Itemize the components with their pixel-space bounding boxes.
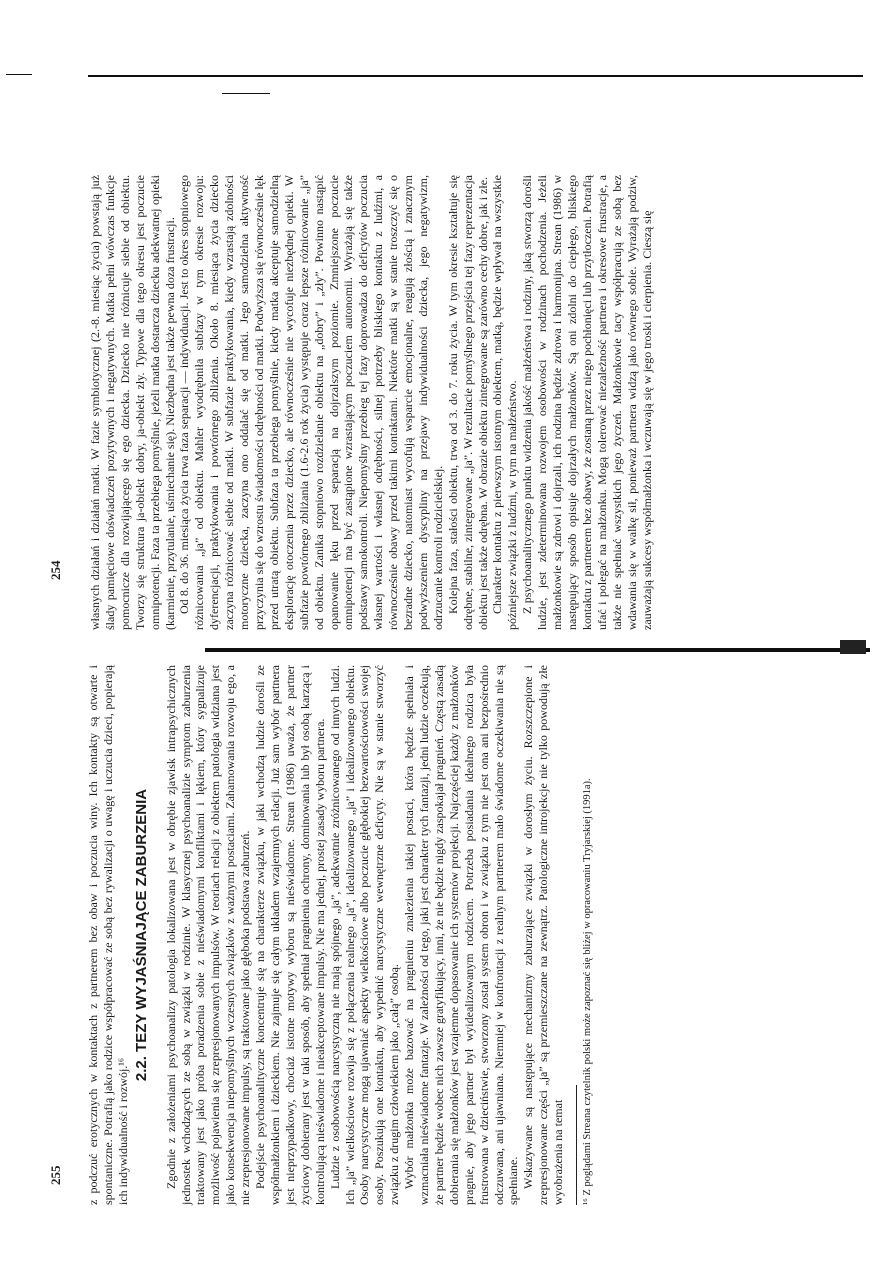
footnote-rule [576,1085,577,1205]
left-page [88,175,838,630]
right-paragraph: Wybór małżonka może bazować na pragnieniu znalezienia takiej postaci, która będzie spełniała i wzmacniała nieświadome fantazje. W zależności od tego, jaki jest charakter tych fantazji, jedni ludzie oczekują, że partner będzie wobec nich zawsze gratyfikujący, inni, że nie będzie nigdy zaspokajał pragnień. Częstą zasadą dobierania się małżonków jest wzajemne dopasowanie ich systemów projekcji. Najczęściej każdy z małżonków pragnie, aby jego partner był wyidealizowanym rodzicem. Potrzeba posiadania idealnego rodzica była frustrowana w dzieciństwie, stworzony został system obron i w związku z tym nie jest ona ani bezpośrednio odczuwana, ani ujawniana. Niemniej w konfrontacji z realnym partnerem mało świadome oczekiwania nie są spełniane. [402,665,521,1205]
right-paragraph: Wskazywane są następujące mechanizmy zaburzające związki w dorosłym życiu. Rozszczepione i zrepresjonowane części „ja” są przemieszczane na zewnątrz. Patologiczne introjekcje nie tylko powodują złe wyobrażenia na temat [521,665,566,1205]
left-page-body [88,175,654,630]
left-paragraph: Charakter kontaktu z pierwszym istotnym obiektem, matką, będzie wpływał na wszystkie późniejsze związki z ludźmi, w tym na małżeństwo. [490,175,520,630]
right-paragraph: Podejście psychoanalityczne koncentruje się na charakterze związku, w jaki wchodzą ludzie dorośli ze współmałżonkiem i dzieckiem. Nie zajmuje się całym układem wzajemnych relacji. Już sam wybór partnera jest nieprzypadkowy, chociaż istotne motywy wyboru są nieświadome. Strean (1986) uważa, że partner życiowy dobierany jest w taki sposób, aby spełniał pragnienia ochrony, dominowania lub był osobą karzącą i kontrolującą nieświadome i nieakceptowane impulsy. Nie ma jednej, prostej zasady wyboru partnera. [253,665,327,1205]
left-paragraph: Kolejna faza, stałości obiektu, trwa od 3. do 7. roku życia. W tym okresie kształtuje się odrębne, stabilne, zintegrowane „ja”. W rezultacie pomyślnego przejścia tej fazy reprezentacja obiektu jest także odrębna. W obrazie obiektu zintegrowane są zarówno cechy dobre, jak i złe. [445,175,490,630]
section-heading: 2.2. TEZY WYJAŚNIAJĄCE ZABURZENIA [132,788,150,1082]
top-rule [88,75,863,77]
right-page-body [86,665,594,1205]
left-paragraph: własnych działań i działań matki. W fazie symbiotycznej (2.-8. miesiąc życia) powstają już ślady pamięciowe doświadczeń pozytywnych i negatywnych. Matka pełni wówczas funkcje pomocnicze dla rozwijającego się ego dziecka. Dziecko nie różnicuje siebie od obiektu. Tworzy się struktura ja-obiekt dobry, ja-obiekt zły. Typowe dla tego okresu jest poczucie omnipotencji. Faza ta przebiega pomyślnie, jeżeli matka dostarcza dziecku adekwatnej opieki (karmienie, przytulanie, uśmiechanie się). Niezbędna jest także pewna doza frustracji. [88,175,177,630]
right-intro-paragraph: z podczuć erotycznych w kontaktach z partnerem bez obaw i poczucia winy. Ich kontakty są otwarte i spontaniczne. Potrafią jako rodzice współpracować ze sobą bez rywalizacji o uwagę i uczucia dzieci, popierają ich indywidualność i rozwój.¹⁶ [86,665,130,1205]
top-rule-left [6,74,32,75]
left-page-number: 254 [48,560,63,580]
right-page-number: 255 [48,1165,63,1185]
left-paragraph: Z psychoanalitycznego punktu widzenia jakość małżeństwa i rodziny, jaką stworzą dorośli ludzie, jest zdeterminowana rozwojem osobowości w rodzinach pochodzenia. Jeżeli małżonkowie są zdrowi i dojrzali, ich rodzina będzie zdrowa i harmonijna. Strean (1986) w następujący sposób opisuje dojrzałych małżonków. Są oni zdolni do ciepłego, bliskiego kontaktu z partnerem bez obawy, że zostaną przez niego pochłonięci lub przytłoczeni. Potrafią ufać i polegać na małżonku. Mogą tolerować niezależność partnera i okresowe frustracje, a także nie spełniać wszystkich jego życzeń. Małżonkowie tacy współpracują ze sobą bez wdawania się w walkę sił, ponieważ partnera widzą jako równego sobie. Wyrażają podziw, zauważają sukcesy współmałżonka i wczuwają się w jego troski i cierpienia. Cieszą się [520,175,654,630]
footnote: ¹⁶ Z poglądami Streana czytelnik polski może zapoznać się bliżej w opracowaniu Tryjarskiej (1991a). [582,778,594,1205]
right-page [86,665,836,1205]
left-paragraph: Od 8. do 36. miesiąca życia trwa faza separacji — indywiduacji. Jest to okres stopniowego różnicowania „ja” od obiektu. Mahler wyodrębniła subfazy w tym okresie rozwoju: dyferencjacji, praktykowania i powtórnego zbliżenia. Około 8. miesiąca życia dziecko zaczyna różnicować siebie od matki. W subfazie praktykowania, kiedy wzrastają zdolności motoryczne dziecka, zaczyna ono oddalać się od matki. Jego samodzielna aktywność przyczynia się do wzrostu świadomości odrębności od matki. Podwyższa się równocześnie lęk przed utratą obiektu. Subfaza ta przebiega pomyślnie, kiedy matka akceptuje samodzielną eksplorację otoczenia przez dziecko, ale równocześnie nie wycofuje niezbędnej opieki. W subfazie powtórnego zbliżania (1.6-2.6 rok życia) występuje coraz lepsze różnicowanie „ja” od obiektu. Zanika stopniowo rozdzielanie obiektu na „dobry” i „zły”. Powinno nastąpić opanowanie lęku przed separacją na dojrzalszym poziomie. Zmniejszone poczucie omnipotencji ma być zastąpione wzrastającym poczuciem autonomii. Wyrażają się także podstawy samokontroli. Niepomyślny przebieg tej fazy doprowadza do deficytów poczucia własnej wartości i własnej odrębności, silnej potrzeby bliskiego kontaktu z ludźmi, a równocześnie obawy przed takimi kontaktami. Niektóre matki są w stanie troszczyć się o bezradne dziecko, natomiast wycofują wsparcie emocjonalne, reagują złością i znacznym podwyższeniem dyscypliny na przejawy indywidualności dziecka, jego negatywizm, odrzucanie kontroli rodzicielskiej. [177,175,445,630]
right-paragraph: Ludzie z osobowością narcystyczną nie mają spójnego „ja”, adekwatnie zróżnicowanego od innych ludzi. Ich „ja” wielkościowe rozwija się z połączenia realnego „ja”, idealizowanego „ja” i idealizowanego obiektu. Osoby narcystyczne mogą ujawniać aspekty wielkościowe albo poczucie głębokiej bezwartościowości swojej osoby. Poszukują one kontaktu, aby wypełnić narcystyczne wewnętrzne deficyty. Nie są w stanie stworzyć związku z drugim człowiekiem jako „całą” osobą. [327,665,402,1205]
top-rule-dash [222,93,270,94]
right-paragraph: Zgodnie z założeniami psychoanalizy patologia lokalizowana jest w obrębie zjawisk intrapsychicznych jednostek wchodzących ze sobą w związki w rodzinie. W klasycznej psychoanalizie symptom zaburzenia traktowany jest jako próba poradzenia sobie z nieświadomymi konfliktami i lękiem, który sygnalizuje możliwość pojawienia się zrepresjonowanych impulsów. W teoriach relacji z obiektem patologia widziana jest jako konsekwencja niepomyślnych wczesnych związków z ważnymi postaciami. Zahamowania rozwoju ego, a nie zrepresjonowane impulsy, są traktowane jako głęboka podstawa zaburzeń. [163,665,253,1205]
center-binding-rule [205,648,870,652]
center-binding-shadow [840,640,866,654]
